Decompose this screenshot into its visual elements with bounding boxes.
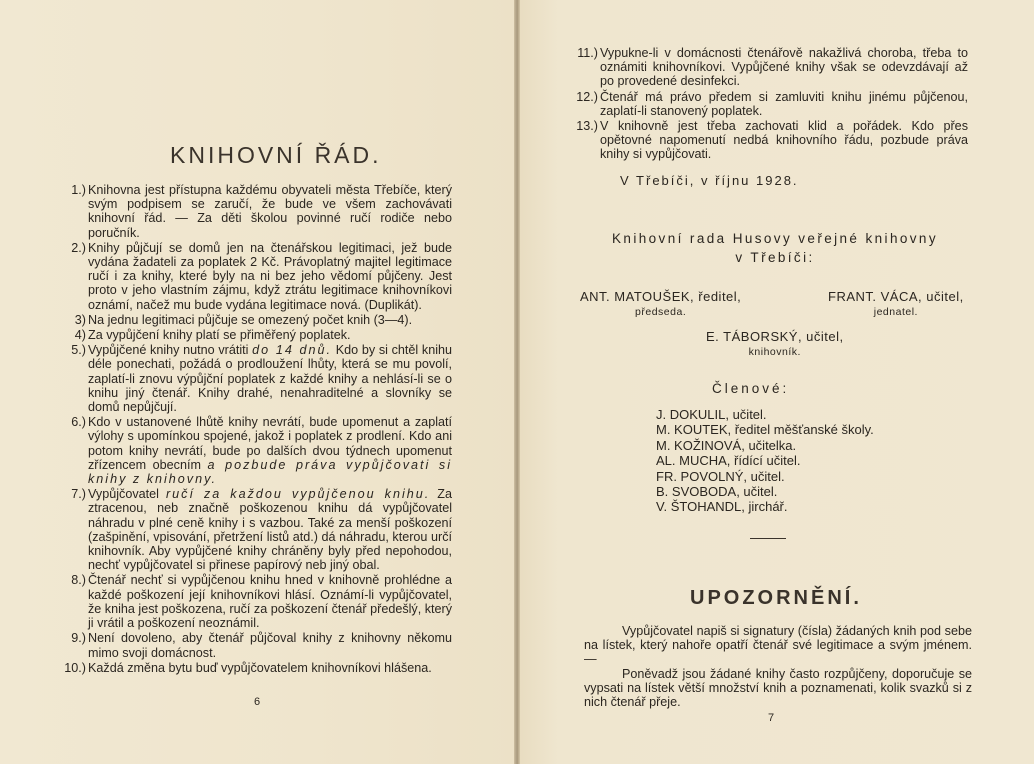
rule-item (572, 119, 968, 162)
rule-number: 9.) (71, 631, 86, 646)
rule-item (60, 328, 452, 342)
rule-number: 8.) (71, 573, 86, 588)
signatory-role: předseda. (635, 306, 687, 318)
dateline: V Třebíči, v říjnu 1928. (620, 173, 799, 188)
member-item: FR. POVOLNÝ, učitel. (656, 468, 785, 484)
rule-text: Knihovna jest přístupna každému obyvateli města Třebíče, který svým podpisem se zaručí, že bude ve všem zachovávati knihovní řád. — Za děti školou povinné ručí rodiče nebo poručník. (88, 183, 452, 240)
rule-number: 10.) (64, 660, 86, 675)
page-number-left: 6 (254, 696, 261, 708)
rule-text: Za ztracenou, neb značně poškozenou knihu dá vypůjčovatel náhradu v plné ceně knihy i s vazbou. Také za menší poškození (zašpinění, vpisování, přetržení listů atd.) dá náhradu, kterou určí knihovník. Aby vypůjčené knihy chráněny byly před nepohodou, nechť vypůjčovatel si přinese papírový neb jiný obal. (88, 487, 452, 573)
section-divider (750, 538, 786, 539)
board-heading (605, 229, 945, 267)
notice-paragraph (584, 667, 972, 710)
rule-text: Vypůjčené knihy nutno vrátiti (88, 343, 253, 358)
rule-number: 12.) (576, 89, 598, 104)
notice-text: Poněvadž jsou žádané knihy často rozpůjčeny, doporučuje se vypsati na lístek větší množství knih a poznamenati, kolik svazků si z nich čtenář přeje. (584, 667, 972, 710)
rule-number: 2.) (71, 240, 86, 255)
member-item: AL. MUCHA, řídící učitel. (656, 453, 801, 469)
notice-text: Vypůjčovatel napiš si signatury (čísla) žádaných knih pod sebe na lístek, který nahoře opatří čtenář své legitimace a svým jménem. — (584, 624, 972, 667)
notice-title: UPOZORNĚNÍ. (690, 587, 862, 609)
rule-emphasis: ručí za každou vypůjčenou knihu. (165, 487, 431, 502)
rule-item (60, 343, 452, 414)
signatory (828, 289, 964, 318)
member-item: M. KOŽINOVÁ, učitelka. (656, 437, 797, 453)
rule-text: Vypukne-li v domácnosti čtenářově nakažlivá choroba, třeba to oznámiti knihovníkovi. Vypůjčené knihy však se odevzdávají až po provedené desinfekci. (600, 46, 968, 89)
page-title-library-rules: KNIHOVNÍ ŘÁD. (170, 142, 382, 168)
page-number-right: 7 (768, 712, 775, 724)
members-list (656, 407, 874, 515)
rule-number: 6.) (71, 415, 86, 430)
signatory-name: FRANT. VÁCA, učitel, (828, 289, 964, 304)
rule-text: Za vypůjčení knihy platí se přiměřený poplatek. (88, 328, 351, 343)
rule-item (60, 183, 452, 240)
rule-number: 3) (74, 312, 86, 327)
rule-number: 5.) (71, 343, 86, 358)
rule-item (60, 661, 452, 675)
rule-item (60, 241, 452, 312)
rule-number: 1.) (71, 183, 86, 197)
signatory (580, 289, 741, 318)
rules-list-right (572, 46, 968, 163)
rule-text: Čtenář má právo předem si zamluviti knihu jinému půjčenou, zaplatí-li stanovený poplatek. (600, 89, 968, 118)
rule-item (572, 90, 968, 118)
rule-text: Není dovoleno, aby čtenář půjčoval knihy z knihovny někomu mimo svoji domácnost. (88, 631, 452, 660)
rule-item (60, 573, 452, 630)
rule-number: 11.) (577, 46, 598, 60)
rule-text: Kdo by si chtěl knihu déle ponechati, požádá o prodloužení lhůty, která se mu povolí, zaplatí-li znovu výpůjční poplatek z každé knihy a nehlásí-li se o knihu jiný čtenář. Knihy drahé, nenahraditelné a slovníky se domů nepůjčují. (88, 343, 453, 415)
rule-text: Knihy půjčují se domů jen na čtenářskou legitimaci, jež bude vydána žadateli za poplatek 2 Kč. Právoplatný majitel legitimace ručí i za knihy, které byly na ni bez jeho vědomí půjčeny. Jest proto v jeho vlastním zájmu, když ztrátu legitimace knihovníkovi oznámí, načež mu bude vydána legitimace nová. (Duplikát). (88, 240, 452, 312)
rule-number: 13.) (576, 119, 598, 134)
rule-text: Čtenář nechť si vypůjčenou knihu hned v knihovně prohlédne a každé poškození její knihovníkovi hlásí. Oznámí-li vypůjčovatel, že kniha jest poškozena, ručí za poškození čtenář předešlý, který ji vrátil a poškození neoznámil. (88, 573, 453, 631)
members-heading: Členové: (712, 381, 790, 396)
member-item: J. DOKULIL, učitel. (656, 407, 767, 422)
board-heading-line: Knihovní rada Husovy veřejné knihovny (612, 231, 938, 246)
member-item: V. ŠTOHANDL, jirchář. (656, 499, 788, 515)
rule-item (60, 415, 452, 486)
rule-text: Vypůjčovatel (88, 487, 166, 502)
member-item: M. KOUTEK, ředitel měšťanské školy. (656, 422, 874, 438)
signatory-role: knihovník. (748, 346, 801, 358)
rule-text: V knihovně jest třeba zachovati klid a pořádek. Kdo přes opětovné napomenutí nedbá knihovního řádu, pozbude práva knihy si vypůjčovati. (600, 119, 968, 162)
rule-text: Kdo v ustanovené lhůtě knihy nevrátí, bude upomenut a zaplatí výlohy s upomínkou spojené, jakož i poplatek z prodlení. Kdo ani potom knihy nevrátí, bude po dalších dvou týdnech upomenut zřízencem obecním (88, 415, 452, 472)
signatory-name: E. TÁBORSKÝ, učitel, (706, 329, 844, 344)
rule-text: Každá změna bytu buď vypůjčovatelem knihovníkovi hlášena. (88, 660, 432, 675)
signatory-name: ANT. MATOUŠEK, ředitel, (580, 289, 742, 304)
rule-emphasis: do 14 dnů. (252, 343, 333, 358)
rule-item (572, 46, 968, 89)
rule-item (60, 313, 452, 327)
rule-text: Na jednu legitimaci půjčuje se omezený počet knih (3—4). (88, 312, 413, 327)
rule-emphasis: a pozbude práva vypůjčovati si knihy z knihovny. (88, 457, 453, 487)
board-heading-line: v Třebíči: (735, 250, 815, 265)
rule-item (60, 631, 452, 659)
book-gutter (514, 0, 520, 764)
rules-list-left (60, 183, 452, 676)
rule-number: 7.) (71, 487, 86, 502)
member-item: B. SVOBODA, učitel. (656, 484, 778, 500)
signatory (706, 329, 844, 358)
rule-number: 4) (74, 328, 86, 343)
signatory-role: jednatel. (873, 306, 918, 318)
rule-item (60, 487, 452, 572)
notice-paragraph (584, 624, 972, 667)
